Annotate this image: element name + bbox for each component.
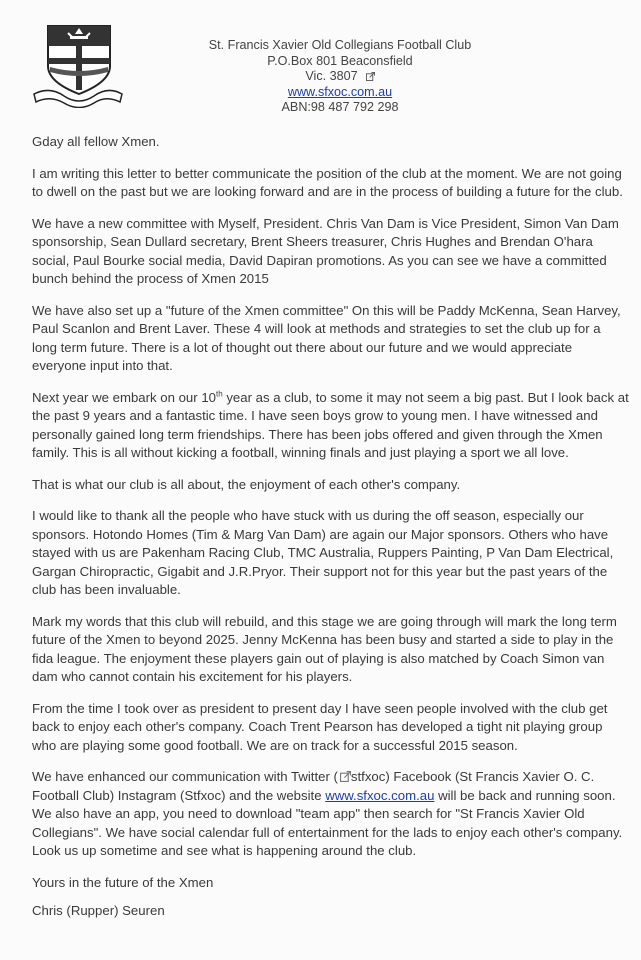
signature-name: Chris (Rupper) Seuren xyxy=(32,903,165,918)
greeting: Gday all fellow Xmen. xyxy=(32,134,160,149)
paragraph-2: We have a new committee with Myself, President. Chris Van Dam is Vice President, Simon Van Dam sponsorship, Sean Dullard secretary, Brent Sheers treasurer, Chris Hughes and Brendan O'hara social, Paul Bourke social media, David Dapiran promotions. As you can see we have a committed bunch behind the process of Xmen 2015 xyxy=(32,215,619,286)
letter-body xyxy=(32,133,629,905)
paragraph-3: We have also set up a "future of the Xmen committee" On this will be Paddy McKenna, Sean Harvey, Paul Scanlon and Brent Laver. These 4 will look at methods and strategies to set the club up for a long term future. There is a lot of thought out there about our future and we would appreciate everyone input into that. xyxy=(32,302,621,373)
paragraph-7: Mark my words that this club will rebuild, and this stage we are going through will mark the long term future of the Xmen to beyond 2025. Jenny McKenna has been busy and started a side to play in the fida league. The enjoyment these players gain out of playing is also matched by Coach Simon van dam who cannot contain his excitement for his players. xyxy=(32,613,617,684)
external-link-icon[interactable] xyxy=(340,771,351,782)
website-link[interactable]: www.sfxoc.com.au xyxy=(287,84,393,99)
abn: ABN:98 487 792 298 xyxy=(281,100,399,114)
state-postcode-line xyxy=(190,69,490,85)
paragraph-9: We have enhanced our communication with Twitter ( stfxoc) Facebook (St Francis Xavier O. C. Football Club) Instagram (Stfxoc) and the website www.sfxoc.com.au will be back and running soon. We also have an app, you need to download "team app" then search for "St Francis Xavier Old Collegians". We have social calendar full of entertainment for the lads to enjoy each other's company. Look us up sometime and see what is happening around the club. xyxy=(32,769,623,858)
external-link-icon[interactable] xyxy=(366,72,375,81)
paragraph-8: From the time I took over as president to present day I have seen people involved with the club get back to enjoy each other's company. Coach Trent Pearson has developed a tight nit playing group who are playing some good football. We are on track for a successful 2015 season. xyxy=(32,700,608,753)
club-crest-logo xyxy=(30,20,126,108)
closing: Yours in the future of the Xmen xyxy=(32,874,214,890)
paragraph-1: I am writing this letter to better communicate the position of the club at the moment. We are not going to dwell on the past but we are looking forward and are in the process of building a future for the club. xyxy=(32,165,623,199)
club-name: St. Francis Xavier Old Collegians Football Club xyxy=(208,38,472,52)
website-link-inline[interactable]: www.sfxoc.com.au xyxy=(325,787,435,803)
po-box: P.O.Box 801 Beaconsfield xyxy=(267,53,413,68)
paragraph-4: Next year we embark on our 10th year as a club, to some it may not seem a big past. But I look back at the past 9 years and a fantastic time. I have seen boys grow to young men. I have witnessed and personally gained long term friendships. There has been jobs offered and given through the Xmen family. This is all without kicking a football, winning finals and just playing a sport we all love. xyxy=(32,389,629,460)
paragraph-5: That is what our club is all about, the enjoyment of each other's company. xyxy=(32,476,461,492)
letterhead xyxy=(190,38,490,116)
paragraph-6: I would like to thank all the people who have stuck with us during the off season, especially our sponsors. Hotondo Homes (Tim & Marg Van Dam) are again our Major sponsors. Others who have stayed with us are Pakenham Racing Club, TMC Australia, Ruppers Painting, P Van Dam Electrical, Gargan Chiropractic, Gigabit and J.R.Pryor. Their support not for this year but the past years of the club has been invaluable. xyxy=(32,508,614,597)
state-postcode: Vic. 3807 xyxy=(305,69,358,83)
